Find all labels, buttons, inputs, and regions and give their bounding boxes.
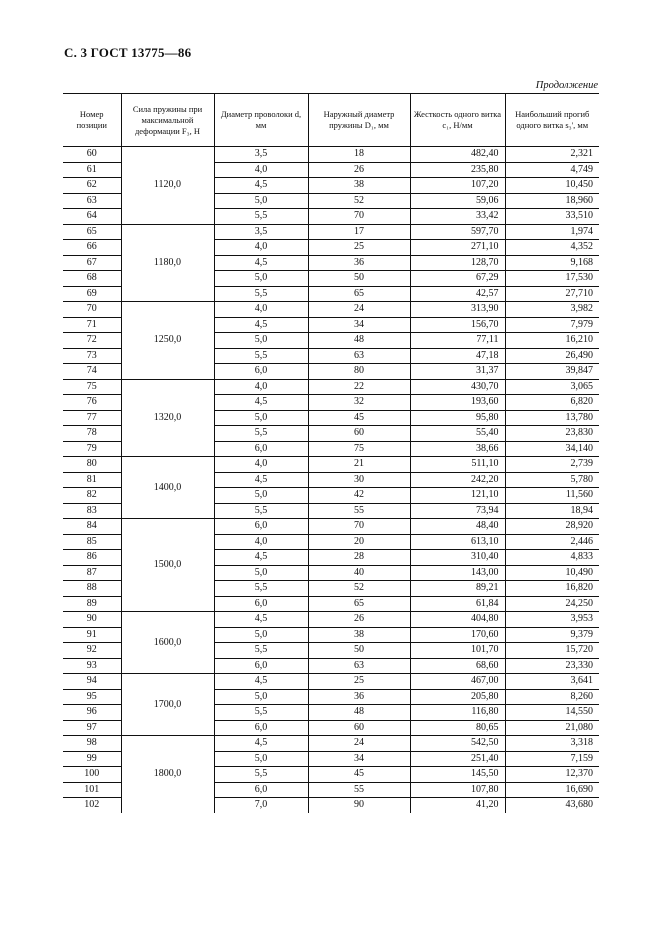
position-cell: 102 bbox=[84, 799, 100, 811]
wire-diameter-cell: 5,5 bbox=[214, 348, 308, 364]
outer-diameter-cell: 24 bbox=[308, 736, 410, 752]
col-header-stiffness: Жесткость одного витка c₁, Н/мм bbox=[410, 94, 505, 147]
stiffness-cell: 511,10 bbox=[410, 457, 505, 473]
stiffness-cell: 128,70 bbox=[410, 255, 505, 271]
wire-diameter-cell: 6,0 bbox=[214, 441, 308, 457]
position-cell: 82 bbox=[63, 488, 121, 504]
max-deflection-cell: 8,260 bbox=[505, 689, 599, 705]
wire-diameter-cell: 6,0 bbox=[214, 720, 308, 736]
wire-diameter-cell: 5,0 bbox=[214, 565, 308, 581]
outer-diameter-cell: 20 bbox=[308, 534, 410, 550]
outer-diameter-cell: 22 bbox=[308, 379, 410, 395]
position-cell: 83 bbox=[63, 503, 121, 519]
table-row bbox=[63, 147, 599, 163]
stiffness-cell: 47,18 bbox=[410, 348, 505, 364]
max-deflection-cell: 27,710 bbox=[505, 286, 599, 302]
wire-diameter-cell: 4,5 bbox=[214, 736, 308, 752]
outer-diameter-cell: 32 bbox=[308, 395, 410, 411]
position-cell: 69 bbox=[63, 286, 121, 302]
wire-diameter-cell: 6,0 bbox=[214, 519, 308, 535]
force-cell: 1400,0 bbox=[121, 457, 214, 519]
stiffness-cell: 542,50 bbox=[410, 736, 505, 752]
position-cell: 95 bbox=[63, 689, 121, 705]
wire-diameter-cell: 6,0 bbox=[214, 364, 308, 380]
wire-diameter-cell: 4,5 bbox=[214, 178, 308, 194]
outer-diameter-cell: 21 bbox=[308, 457, 410, 473]
wire-diameter-cell: 5,5 bbox=[214, 581, 308, 597]
max-deflection-cell: 6,820 bbox=[505, 395, 599, 411]
max-deflection-cell: 7,979 bbox=[505, 317, 599, 333]
position-cell: 66 bbox=[63, 240, 121, 256]
outer-diameter-cell: 24 bbox=[308, 302, 410, 318]
max-deflection-cell: 7,159 bbox=[505, 751, 599, 767]
stiffness-cell: 467,00 bbox=[410, 674, 505, 690]
max-deflection-cell: 5,780 bbox=[505, 472, 599, 488]
stiffness-cell: 31,37 bbox=[410, 364, 505, 380]
stiffness-cell: 89,21 bbox=[410, 581, 505, 597]
col-header-outer-diameter: Наружный диаметр пружины D₁, мм bbox=[308, 94, 410, 147]
outer-diameter-cell: 65 bbox=[308, 286, 410, 302]
force-cell: 1500,0 bbox=[121, 519, 214, 612]
stiffness-cell: 430,70 bbox=[410, 379, 505, 395]
wire-diameter-cell: 4,0 bbox=[214, 379, 308, 395]
max-deflection-cell: 3,065 bbox=[505, 379, 599, 395]
position-cell: 78 bbox=[63, 426, 121, 442]
col-header-force: Сила пружины при максимальной деформации F₃, Н bbox=[121, 94, 214, 147]
outer-diameter-cell: 18 bbox=[308, 147, 410, 163]
position-cell: 90 bbox=[63, 612, 121, 628]
outer-diameter-cell: 60 bbox=[308, 720, 410, 736]
outer-diameter-cell: 50 bbox=[308, 271, 410, 287]
outer-diameter-cell: 40 bbox=[308, 565, 410, 581]
outer-diameter-cell: 26 bbox=[308, 612, 410, 628]
force-cell: 1320,0 bbox=[121, 379, 214, 457]
position-cell: 89 bbox=[63, 596, 121, 612]
stiffness-cell: 116,80 bbox=[410, 705, 505, 721]
outer-diameter-cell: 50 bbox=[308, 643, 410, 659]
max-deflection-cell: 4,749 bbox=[505, 162, 599, 178]
max-deflection-cell: 10,490 bbox=[505, 565, 599, 581]
stiffness-cell: 80,65 bbox=[410, 720, 505, 736]
col-header-wire-diameter: Диаметр проволоки d, мм bbox=[214, 94, 308, 147]
outer-diameter-cell: 75 bbox=[308, 441, 410, 457]
outer-diameter-cell: 36 bbox=[308, 689, 410, 705]
wire-diameter-cell: 4,0 bbox=[214, 534, 308, 550]
table-row bbox=[63, 224, 599, 240]
max-deflection-cell: 3,641 bbox=[505, 674, 599, 690]
wire-diameter-cell: 4,0 bbox=[214, 240, 308, 256]
outer-diameter-cell: 25 bbox=[308, 240, 410, 256]
wire-diameter-cell: 5,0 bbox=[214, 488, 308, 504]
stiffness-cell: 145,50 bbox=[410, 767, 505, 783]
table-row bbox=[63, 519, 599, 535]
wire-diameter-cell: 5,5 bbox=[214, 643, 308, 659]
wire-diameter-cell: 4,0 bbox=[214, 162, 308, 178]
position-cell: 74 bbox=[63, 364, 121, 380]
position-cell: 70 bbox=[63, 302, 121, 318]
max-deflection-cell: 34,140 bbox=[505, 441, 599, 457]
position-cell: 72 bbox=[63, 333, 121, 349]
position-cell: 84 bbox=[63, 519, 121, 535]
stiffness-cell: 101,70 bbox=[410, 643, 505, 659]
max-deflection-cell: 21,080 bbox=[505, 720, 599, 736]
max-deflection-cell: 26,490 bbox=[505, 348, 599, 364]
max-deflection-cell: 14,550 bbox=[505, 705, 599, 721]
stiffness-cell: 68,60 bbox=[410, 658, 505, 674]
wire-diameter-cell: 4,5 bbox=[214, 317, 308, 333]
position-cell: 61 bbox=[63, 162, 121, 178]
wire-diameter-cell: 4,5 bbox=[214, 395, 308, 411]
force-cell: 1600,0 bbox=[121, 612, 214, 674]
stiffness-cell: 143,00 bbox=[410, 565, 505, 581]
position-cell: 76 bbox=[63, 395, 121, 411]
force-cell: 1700,0 bbox=[121, 674, 214, 736]
position-cell: 101 bbox=[63, 782, 121, 798]
stiffness-cell: 404,80 bbox=[410, 612, 505, 628]
wire-diameter-cell: 4,0 bbox=[214, 302, 308, 318]
page-title: С. 3 ГОСТ 13775—86 bbox=[64, 45, 192, 60]
position-cell: 65 bbox=[63, 224, 121, 240]
position-cell: 79 bbox=[63, 441, 121, 457]
stiffness-cell: 597,70 bbox=[410, 224, 505, 240]
stiffness-cell: 205,80 bbox=[410, 689, 505, 705]
outer-diameter-cell: 28 bbox=[308, 550, 410, 566]
table-row bbox=[63, 302, 599, 318]
table-row bbox=[63, 379, 599, 395]
stiffness-cell: 242,20 bbox=[410, 472, 505, 488]
position-cell: 81 bbox=[63, 472, 121, 488]
stiffness-cell: 77,11 bbox=[410, 333, 505, 349]
position-cell: 92 bbox=[63, 643, 121, 659]
outer-diameter-cell: 80 bbox=[308, 364, 410, 380]
max-deflection-cell: 24,250 bbox=[505, 596, 599, 612]
force-cell: 1250,0 bbox=[121, 302, 214, 380]
table-row bbox=[63, 736, 599, 752]
position-cell: 75 bbox=[63, 379, 121, 395]
wire-diameter-cell: 4,5 bbox=[214, 472, 308, 488]
max-deflection-cell: 23,330 bbox=[505, 658, 599, 674]
outer-diameter-cell: 36 bbox=[308, 255, 410, 271]
max-deflection-cell: 1,974 bbox=[505, 224, 599, 240]
position-cell: 96 bbox=[63, 705, 121, 721]
wire-diameter-cell: 5,5 bbox=[214, 286, 308, 302]
outer-diameter-cell: 34 bbox=[308, 751, 410, 767]
wire-diameter-cell: 5,5 bbox=[214, 426, 308, 442]
outer-diameter-cell: 30 bbox=[308, 472, 410, 488]
max-deflection-cell: 23,830 bbox=[505, 426, 599, 442]
max-deflection-cell: 4,833 bbox=[505, 550, 599, 566]
stiffness-cell: 42,57 bbox=[410, 286, 505, 302]
stiffness-cell: 107,80 bbox=[410, 782, 505, 798]
outer-diameter-cell: 42 bbox=[308, 488, 410, 504]
outer-diameter-cell: 45 bbox=[308, 767, 410, 783]
stiffness-cell: 67,29 bbox=[410, 271, 505, 287]
stiffness-cell: 313,90 bbox=[410, 302, 505, 318]
outer-diameter-cell: 70 bbox=[308, 519, 410, 535]
wire-diameter-cell: 4,5 bbox=[214, 550, 308, 566]
outer-diameter-cell: 17 bbox=[308, 224, 410, 240]
stiffness-cell: 271,10 bbox=[410, 240, 505, 256]
max-deflection-cell: 18,960 bbox=[505, 193, 599, 209]
force-cell: 1120,0 bbox=[121, 147, 214, 225]
max-deflection-cell: 9,168 bbox=[505, 255, 599, 271]
stiffness-cell: 482,40 bbox=[410, 147, 505, 163]
stiffness-cell: 48,40 bbox=[410, 519, 505, 535]
outer-diameter-cell: 38 bbox=[308, 627, 410, 643]
max-deflection-cell: 4,352 bbox=[505, 240, 599, 256]
continuation-label: Продолжение bbox=[535, 80, 598, 91]
wire-diameter-cell: 5,0 bbox=[214, 193, 308, 209]
wire-diameter-cell: 5,5 bbox=[214, 503, 308, 519]
outer-diameter-cell: 26 bbox=[308, 162, 410, 178]
outer-diameter-cell: 52 bbox=[308, 193, 410, 209]
position-cell: 98 bbox=[63, 736, 121, 752]
max-deflection-cell: 2,739 bbox=[505, 457, 599, 473]
stiffness-cell: 310,40 bbox=[410, 550, 505, 566]
outer-diameter-cell: 38 bbox=[308, 178, 410, 194]
outer-diameter-cell: 34 bbox=[308, 317, 410, 333]
outer-diameter-cell: 60 bbox=[308, 426, 410, 442]
wire-diameter-cell: 4,5 bbox=[214, 255, 308, 271]
wire-diameter-cell: 5,0 bbox=[214, 689, 308, 705]
outer-diameter-cell: 55 bbox=[308, 782, 410, 798]
max-deflection-cell: 17,530 bbox=[505, 271, 599, 287]
position-cell: 63 bbox=[63, 193, 121, 209]
max-deflection-cell: 15,720 bbox=[505, 643, 599, 659]
wire-diameter-cell: 5,5 bbox=[214, 767, 308, 783]
stiffness-cell: 235,80 bbox=[410, 162, 505, 178]
position-cell: 91 bbox=[63, 627, 121, 643]
max-deflection-cell: 16,690 bbox=[505, 782, 599, 798]
position-cell: 94 bbox=[63, 674, 121, 690]
force-cell: 1800,0 bbox=[121, 736, 214, 813]
position-cell: 99 bbox=[63, 751, 121, 767]
outer-diameter-cell: 63 bbox=[308, 658, 410, 674]
wire-diameter-cell: 5,0 bbox=[214, 333, 308, 349]
position-cell: 60 bbox=[63, 147, 121, 163]
wire-diameter-cell: 6,0 bbox=[214, 658, 308, 674]
position-cell: 88 bbox=[63, 581, 121, 597]
stiffness-cell: 33,42 bbox=[410, 209, 505, 225]
max-deflection-cell: 43,680 bbox=[505, 798, 599, 813]
stiffness-cell: 170,60 bbox=[410, 627, 505, 643]
max-deflection-cell: 13,780 bbox=[505, 410, 599, 426]
position-cell: 93 bbox=[63, 658, 121, 674]
table-header bbox=[63, 94, 599, 147]
stiffness-cell: 61,84 bbox=[410, 596, 505, 612]
position-cell: 97 bbox=[63, 720, 121, 736]
col-header-max-deflection: Наибольший прогиб одного витка s₃', мм bbox=[505, 94, 599, 147]
stiffness-cell: 613,10 bbox=[410, 534, 505, 550]
stiffness-cell: 41,20 bbox=[410, 798, 505, 813]
position-cell: 73 bbox=[63, 348, 121, 364]
stiffness-cell: 121,10 bbox=[410, 488, 505, 504]
stiffness-cell: 59,06 bbox=[410, 193, 505, 209]
stiffness-cell: 193,60 bbox=[410, 395, 505, 411]
wire-diameter-cell: 4,5 bbox=[214, 612, 308, 628]
max-deflection-cell: 9,379 bbox=[505, 627, 599, 643]
table-row bbox=[63, 457, 599, 473]
position-cell: 86 bbox=[63, 550, 121, 566]
table-row bbox=[63, 612, 599, 628]
wire-diameter-cell: 6,0 bbox=[214, 596, 308, 612]
outer-diameter-cell: 25 bbox=[308, 674, 410, 690]
spring-spec-table bbox=[63, 93, 599, 813]
wire-diameter-cell: 5,5 bbox=[214, 705, 308, 721]
wire-diameter-cell: 4,0 bbox=[214, 457, 308, 473]
outer-diameter-cell: 55 bbox=[308, 503, 410, 519]
max-deflection-cell: 16,210 bbox=[505, 333, 599, 349]
wire-diameter-cell: 5,0 bbox=[214, 271, 308, 287]
max-deflection-cell: 39,847 bbox=[505, 364, 599, 380]
max-deflection-cell: 3,982 bbox=[505, 302, 599, 318]
stiffness-cell: 156,70 bbox=[410, 317, 505, 333]
max-deflection-cell: 3,318 bbox=[505, 736, 599, 752]
stiffness-cell: 38,66 bbox=[410, 441, 505, 457]
max-deflection-cell: 12,370 bbox=[505, 767, 599, 783]
position-cell: 64 bbox=[63, 209, 121, 225]
outer-diameter-cell: 52 bbox=[308, 581, 410, 597]
max-deflection-cell: 11,560 bbox=[505, 488, 599, 504]
wire-diameter-cell: 5,0 bbox=[214, 410, 308, 426]
outer-diameter-cell: 70 bbox=[308, 209, 410, 225]
position-cell: 71 bbox=[63, 317, 121, 333]
table-row bbox=[63, 674, 599, 690]
wire-diameter-cell: 3,5 bbox=[214, 147, 308, 163]
stiffness-cell: 95,80 bbox=[410, 410, 505, 426]
position-cell: 87 bbox=[63, 565, 121, 581]
max-deflection-cell: 2,446 bbox=[505, 534, 599, 550]
outer-diameter-cell: 48 bbox=[308, 333, 410, 349]
outer-diameter-cell: 90 bbox=[308, 798, 410, 813]
position-cell: 68 bbox=[63, 271, 121, 287]
max-deflection-cell: 2,321 bbox=[505, 147, 599, 163]
position-cell: 62 bbox=[63, 178, 121, 194]
stiffness-cell: 55,40 bbox=[410, 426, 505, 442]
position-cell: 100 bbox=[63, 767, 121, 783]
position-cell: 85 bbox=[63, 534, 121, 550]
stiffness-cell: 73,94 bbox=[410, 503, 505, 519]
max-deflection-cell: 10,450 bbox=[505, 178, 599, 194]
max-deflection-cell: 18,94 bbox=[505, 503, 599, 519]
max-deflection-cell: 16,820 bbox=[505, 581, 599, 597]
stiffness-cell: 251,40 bbox=[410, 751, 505, 767]
force-cell: 1180,0 bbox=[121, 224, 214, 302]
wire-diameter-cell: 7,0 bbox=[214, 798, 308, 813]
max-deflection-cell: 3,953 bbox=[505, 612, 599, 628]
wire-diameter-cell: 6,0 bbox=[214, 782, 308, 798]
col-header-position: Номер позиции bbox=[63, 94, 121, 147]
outer-diameter-cell: 63 bbox=[308, 348, 410, 364]
wire-diameter-cell: 3,5 bbox=[214, 224, 308, 240]
outer-diameter-cell: 65 bbox=[308, 596, 410, 612]
position-cell: 77 bbox=[63, 410, 121, 426]
outer-diameter-cell: 48 bbox=[308, 705, 410, 721]
wire-diameter-cell: 4,5 bbox=[214, 674, 308, 690]
max-deflection-cell: 33,510 bbox=[505, 209, 599, 225]
wire-diameter-cell: 5,0 bbox=[214, 751, 308, 767]
position-cell: 67 bbox=[63, 255, 121, 271]
wire-diameter-cell: 5,0 bbox=[214, 627, 308, 643]
max-deflection-cell: 28,920 bbox=[505, 519, 599, 535]
wire-diameter-cell: 5,5 bbox=[214, 209, 308, 225]
table-body bbox=[63, 147, 599, 813]
position-cell: 80 bbox=[63, 457, 121, 473]
outer-diameter-cell: 45 bbox=[308, 410, 410, 426]
stiffness-cell: 107,20 bbox=[410, 178, 505, 194]
